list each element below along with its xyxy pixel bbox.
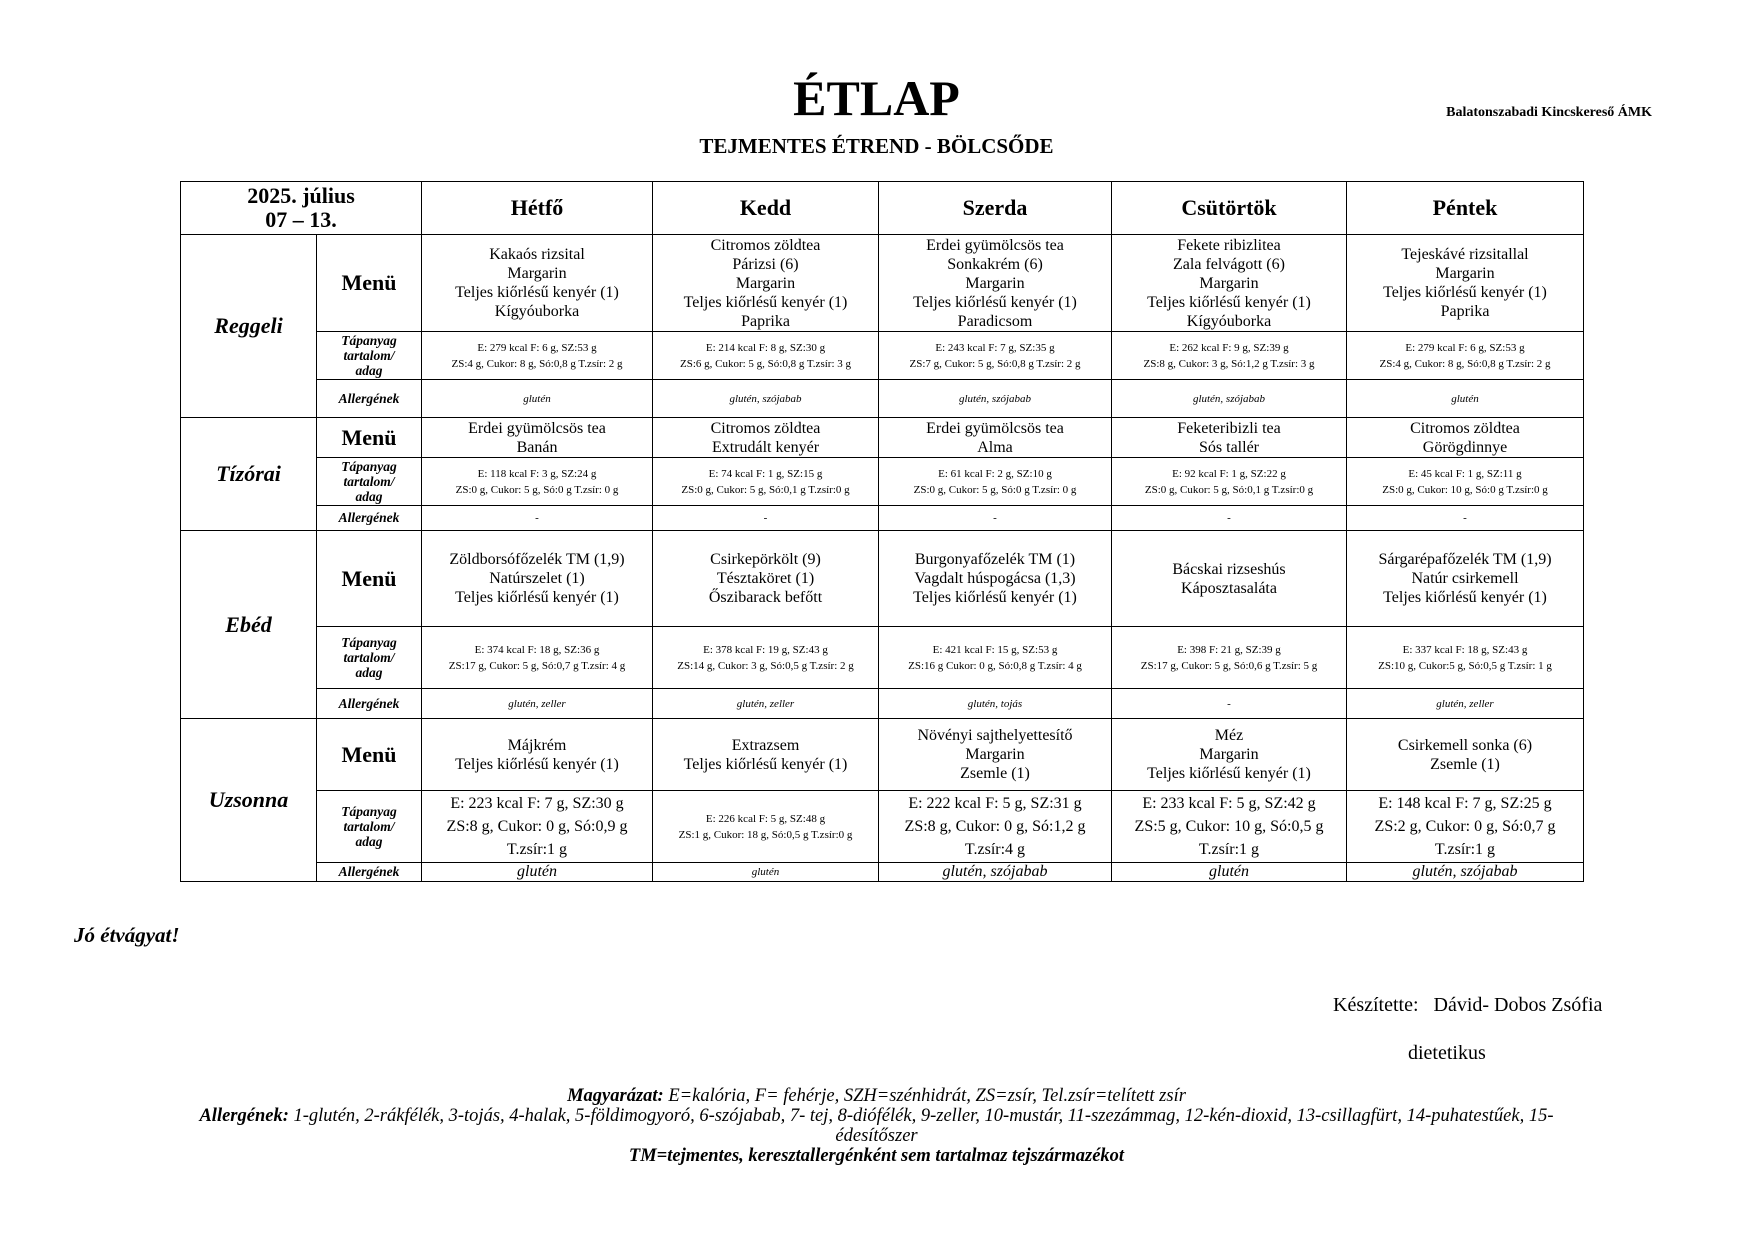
nutrition-line: ZS:17 g, Cukor: 5 g, Só:0,6 g T.zsír: 5 g (1140, 659, 1318, 672)
row-label-allergens: Allergének (317, 863, 422, 882)
menu-cell (1347, 235, 1584, 332)
nutrition-cell (422, 332, 653, 380)
allergen-cell: glutén (422, 380, 653, 418)
row-label-allergens: Allergének (317, 689, 422, 719)
nutrition-label-1: Tápanyag (341, 804, 397, 819)
menu-item: Görögdinnye (1422, 438, 1508, 456)
legend-text: E=kalória, F= fehérje, SZH=szénhidrát, ZS=zsír, Tel.zsír=telített zsír (663, 1086, 1186, 1106)
allergen-cell: - (1112, 689, 1347, 719)
menu-table (180, 181, 1584, 882)
menu-item: Margarin (1435, 265, 1495, 282)
menu-item: Extrazsem (731, 736, 800, 754)
nutrition-line: ZS:0 g, Cukor: 10 g, Só:0 g T.zsír:0 g (1382, 483, 1548, 496)
nutrition-line: E: 398 F: 21 g, SZ:39 g (1177, 643, 1281, 656)
menu-item: Citromos zöldtea (1410, 419, 1520, 437)
menu-item: Zöldborsófőzelék TM (1,9) (449, 551, 625, 568)
nutrition-cell (422, 627, 653, 689)
nutrition-line: ZS:10 g, Cukor:5 g, Só:0,5 g T.zsír: 1 g (1378, 659, 1552, 672)
nutrition-line: E: 421 kcal F: 15 g, SZ:53 g (932, 643, 1058, 656)
day-header-1: Kedd (653, 182, 879, 235)
nutrition-cell (653, 627, 879, 689)
allergen-cell: - (422, 506, 653, 531)
menu-item: Feketeribizli tea (1177, 419, 1281, 437)
allergens-legend-text: 1-glutén, 2-rákfélék, 3-tojás, 4-halak, 5-földimogyoró, 6-szójabab, 7- tej, 8-diófélék, 9-zeller, 10-mustár, 11-szezámmag, 12-kén-dioxid, 13-csillagfürt, 14-puhatestűek, 15- (288, 1106, 1554, 1126)
legend (100, 1086, 1653, 1166)
menu-item: Margarin (1199, 746, 1259, 763)
date-range-header (181, 182, 422, 235)
menu-item: Margarin (1199, 274, 1259, 292)
allergen-cell: glutén, zeller (1347, 689, 1584, 719)
nutrition-cell (653, 458, 879, 506)
menu-item: Sonkakrém (6) (947, 255, 1043, 273)
allergen-cell: glutén, szójabab (879, 380, 1112, 418)
menu-item: Kígyóuborka (1186, 312, 1272, 330)
menu-item: Őszibarack befőtt (708, 589, 823, 606)
menu-item: Margarin (965, 274, 1025, 292)
menu-item: Teljes kiőrlésű kenyér (1) (1147, 765, 1311, 782)
menu-item: Teljes kiőrlésű kenyér (1) (455, 284, 619, 301)
nutrition-line: T.zsír:1 g (506, 841, 568, 858)
nutrition-line: E: 378 kcal F: 19 g, SZ:43 g (703, 643, 828, 656)
tm-note: TM=tejmentes, keresztallergénként sem tartalmaz tejszármazékot (628, 1146, 1125, 1166)
menu-cell (879, 418, 1112, 458)
nutrition-line: T.zsír:4 g (964, 841, 1026, 858)
menu-cell (422, 531, 653, 627)
legend-abbreviations (100, 1086, 1653, 1106)
nutrition-line: ZS:2 g, Cukor: 0 g, Só:0,7 g (1374, 818, 1556, 835)
row-label-menu: Menü (317, 531, 422, 627)
date-line-1: 2025. július (247, 183, 355, 208)
row-label-nutrition (317, 458, 422, 506)
menu-item: Csirkepörkölt (9) (710, 551, 821, 568)
allergen-cell: glutén, tojás (879, 689, 1112, 719)
day-header-0: Hétfő (422, 182, 653, 235)
allergen-cell: glutén (422, 863, 653, 882)
menu-item: Margarin (735, 274, 796, 292)
date-line-2: 07 – 13. (265, 207, 337, 232)
allergen-cell: - (879, 506, 1112, 531)
menu-item: Fekete ribizlitea (1177, 236, 1281, 254)
menu-item: Zala felvágott (6) (1173, 255, 1285, 273)
allergen-cell: glutén, szójabab (1112, 380, 1347, 418)
menu-item: Paprika (1440, 303, 1490, 320)
nutrition-line: T.zsír:1 g (1434, 841, 1496, 858)
menu-item: Kígyóuborka (494, 303, 580, 320)
menu-item: Erdei gyümölcsös tea (926, 419, 1064, 437)
menu-item: Citromos zöldtea (710, 419, 821, 437)
nutrition-cell (422, 791, 653, 863)
menu-item: Banán (516, 438, 558, 456)
allergen-cell: glutén, szójabab (653, 380, 879, 418)
menu-item: Vagdalt húspogácsa (1,3) (914, 570, 1076, 587)
menu-item: Csirkemell sonka (6) (1397, 736, 1533, 754)
menu-item: Teljes kiőrlésű kenyér (1) (683, 755, 848, 773)
menu-item: Zsemle (1) (1430, 755, 1500, 773)
nutrition-line: E: 222 kcal F: 5 g, SZ:31 g (908, 795, 1082, 812)
nutrition-line: ZS:14 g, Cukor: 3 g, Só:0,5 g T.zsír: 2 g (677, 659, 854, 672)
nutrition-label-3: adag (355, 489, 383, 504)
allergen-cell: - (1112, 506, 1347, 531)
nutrition-label-2: tartalom/ (343, 650, 395, 665)
allergen-cell: glutén, szójabab (1347, 863, 1584, 882)
menu-item: Bácskai rizseshús (1172, 560, 1286, 578)
nutrition-cell (1112, 791, 1347, 863)
menu-item: Tejeskávé rizsitallal (1401, 246, 1529, 263)
nutrition-cell (653, 332, 879, 380)
menu-item: Teljes kiőrlésű kenyér (1) (913, 293, 1077, 311)
nutrition-cell (1112, 458, 1347, 506)
nutrition-label-3: adag (355, 363, 383, 378)
nutrition-label-1: Tápanyag (341, 333, 397, 348)
nutrition-line: ZS:4 g, Cukor: 8 g, Só:0,8 g T.zsír: 2 g (451, 357, 623, 370)
menu-cell (422, 418, 653, 458)
row-label-allergens: Allergének (317, 506, 422, 531)
nutrition-label-3: adag (355, 834, 383, 849)
menu-item: Növényi sajthelyettesítő (917, 727, 1073, 744)
allergens-legend-text-cont: édesítőszer (835, 1126, 918, 1146)
menu-item: Teljes kiőrlésű kenyér (1) (455, 755, 619, 773)
menu-cell (422, 235, 653, 332)
menu-cell (653, 235, 879, 332)
nutrition-line: ZS:8 g, Cukor: 3 g, Só:1,2 g T.zsír: 3 g (1143, 357, 1315, 370)
menu-item: Burgonyafőzelék TM (1) (914, 551, 1076, 568)
menu-item: Teljes kiőrlésű kenyér (1) (1147, 293, 1311, 311)
allergens-legend-label: Allergének: (199, 1106, 289, 1126)
menu-item: Natúr csirkemell (1411, 570, 1519, 587)
menu-cell (422, 719, 653, 791)
nutrition-line: ZS:5 g, Cukor: 10 g, Só:0,5 g (1134, 818, 1324, 835)
nutrition-cell (879, 458, 1112, 506)
menu-item: Margarin (965, 746, 1025, 763)
nutrition-line: ZS:0 g, Cukor: 5 g, Só:0 g T.zsír: 0 g (455, 483, 619, 496)
menu-item: Margarin (507, 265, 567, 282)
nutrition-line: E: 262 kcal F: 9 g, SZ:39 g (1169, 341, 1289, 354)
nutrition-line: E: 374 kcal F: 18 g, SZ:36 g (474, 643, 600, 656)
row-label-allergens: Allergének (317, 380, 422, 418)
nutrition-line: ZS:0 g, Cukor: 5 g, Só:0 g T.zsír: 0 g (913, 483, 1077, 496)
menu-item: Kakaós rizsital (489, 246, 585, 263)
nutrition-label-2: tartalom/ (343, 474, 395, 489)
row-label-menu: Menü (317, 235, 422, 332)
menu-item: Zsemle (1) (960, 765, 1030, 782)
day-header-2: Szerda (879, 182, 1112, 235)
prepared-by-role: dietetikus (1408, 1042, 1486, 1064)
nutrition-line: ZS:16 g Cukor: 0 g, Só:0,8 g T.zsír: 4 g (908, 659, 1082, 672)
menu-cell (1112, 418, 1347, 458)
allergen-cell: - (1347, 506, 1584, 531)
menu-item: Alma (977, 438, 1013, 456)
menu-item: Méz (1214, 727, 1244, 744)
menu-cell (879, 531, 1112, 627)
menu-cell (1112, 531, 1347, 627)
allergen-cell: glutén (653, 863, 879, 882)
meal-name-3: Uzsonna (181, 719, 317, 882)
menu-item: Sárgarépafőzelék TM (1,9) (1378, 551, 1552, 568)
menu-item: Sós tallér (1199, 438, 1259, 456)
nutrition-label-3: adag (355, 665, 383, 680)
nutrition-line: E: 223 kcal F: 7 g, SZ:30 g (450, 795, 624, 812)
legend-label: Magyarázat: (567, 1086, 664, 1106)
menu-item: Erdei gyümölcsös tea (468, 419, 606, 437)
nutrition-cell (1347, 791, 1584, 863)
menu-item: Paprika (741, 312, 790, 330)
menu-item: Natúrszelet (1) (489, 570, 585, 587)
nutrition-line: ZS:17 g, Cukor: 5 g, Só:0,7 g T.zsír: 4 g (448, 659, 626, 672)
nutrition-line: E: 61 kcal F: 2 g, SZ:10 g (938, 467, 1052, 480)
meal-name-1: Tízórai (181, 418, 317, 531)
nutrition-cell (653, 791, 879, 863)
nutrition-line: ZS:1 g, Cukor: 18 g, Só:0,5 g T.zsír:0 g (678, 828, 853, 841)
nutrition-line: E: 148 kcal F: 7 g, SZ:25 g (1378, 795, 1552, 812)
meal-name-0: Reggeli (181, 235, 317, 418)
nutrition-line: E: 214 kcal F: 8 g, SZ:30 g (705, 341, 826, 354)
prepared-by: Készítette: Dávid- Dobos Zsófia (1333, 994, 1603, 1016)
allergen-cell: glutén, zeller (653, 689, 879, 719)
nutrition-line: T.zsír:1 g (1198, 841, 1260, 858)
menu-cell (653, 719, 879, 791)
nutrition-line: E: 118 kcal F: 3 g, SZ:24 g (477, 467, 597, 480)
nutrition-line: E: 74 kcal F: 1 g, SZ:15 g (708, 467, 823, 480)
day-header-4: Péntek (1347, 182, 1584, 235)
nutrition-cell (1112, 332, 1347, 380)
row-label-menu: Menü (317, 719, 422, 791)
menu-cell (653, 531, 879, 627)
menu-item: Teljes kiőrlésű kenyér (1) (913, 589, 1077, 606)
nutrition-line: ZS:6 g, Cukor: 5 g, Só:0,8 g T.zsír: 3 g (679, 357, 851, 370)
nutrition-line: E: 337 kcal F: 18 g, SZ:43 g (1402, 643, 1528, 656)
menu-cell (879, 235, 1112, 332)
menu-cell (1347, 531, 1584, 627)
nutrition-label-1: Tápanyag (341, 459, 397, 474)
row-label-nutrition (317, 791, 422, 863)
nutrition-line: E: 226 kcal F: 5 g, SZ:48 g (705, 812, 826, 825)
menu-cell (1347, 719, 1584, 791)
nutrition-line: ZS:4 g, Cukor: 8 g, Só:0,8 g T.zsír: 2 g (1379, 357, 1551, 370)
menu-item: Tésztaköret (1) (716, 570, 815, 587)
nutrition-cell (879, 627, 1112, 689)
legend-allergens (100, 1106, 1653, 1126)
nutrition-label-2: tartalom/ (343, 348, 395, 363)
nutrition-line: ZS:0 g, Cukor: 5 g, Só:0,1 g T.zsír:0 g (1144, 483, 1314, 496)
row-label-nutrition (317, 332, 422, 380)
page-title: ÉTLAP (793, 70, 960, 126)
nutrition-label-2: tartalom/ (343, 819, 395, 834)
nutrition-cell (879, 791, 1112, 863)
row-label-menu: Menü (317, 418, 422, 458)
menu-item: Teljes kiőrlésű kenyér (1) (1383, 284, 1547, 301)
nutrition-cell (1347, 332, 1584, 380)
nutrition-line: ZS:0 g, Cukor: 5 g, Só:0,1 g T.zsír:0 g (681, 483, 850, 496)
nutrition-cell (1347, 458, 1584, 506)
nutrition-line: E: 279 kcal F: 6 g, SZ:53 g (477, 341, 597, 354)
allergen-cell: - (653, 506, 879, 531)
menu-cell (1112, 719, 1347, 791)
menu-cell (1112, 235, 1347, 332)
menu-item: Teljes kiőrlésű kenyér (1) (683, 293, 848, 311)
menu-item: Extrudált kenyér (711, 438, 820, 456)
row-label-nutrition (317, 627, 422, 689)
menu-cell (653, 418, 879, 458)
institution-name: Balatonszabadi Kincskereső ÁMK (1446, 105, 1652, 120)
menu-item: Teljes kiőrlésű kenyér (1) (455, 589, 619, 606)
meal-name-2: Ebéd (181, 531, 317, 719)
nutrition-cell (1112, 627, 1347, 689)
allergen-cell: glutén, szójabab (879, 863, 1112, 882)
menu-item: Májkrém (507, 736, 567, 754)
menu-item: Paradicsom (957, 312, 1033, 330)
menu-item: Párizsi (6) (732, 255, 799, 273)
nutrition-cell (879, 332, 1112, 380)
menu-item: Citromos zöldtea (710, 236, 821, 254)
day-header-3: Csütörtök (1112, 182, 1347, 235)
nutrition-line: E: 243 kcal F: 7 g, SZ:35 g (935, 341, 1055, 354)
nutrition-line: E: 279 kcal F: 6 g, SZ:53 g (1405, 341, 1525, 354)
nutrition-line: ZS:7 g, Cukor: 5 g, Só:0,8 g T.zsír: 2 g (909, 357, 1081, 370)
allergen-cell: glutén (1112, 863, 1347, 882)
menu-item: Káposztasaláta (1181, 579, 1277, 597)
nutrition-line: ZS:8 g, Cukor: 0 g, Só:0,9 g (446, 818, 628, 835)
nutrition-label-1: Tápanyag (341, 635, 397, 650)
nutrition-line: E: 233 kcal F: 5 g, SZ:42 g (1142, 795, 1316, 812)
nutrition-line: E: 92 kcal F: 1 g, SZ:22 g (1172, 467, 1286, 480)
allergen-cell: glutén, zeller (422, 689, 653, 719)
bon-appetit-text: Jó étvágyat! (74, 923, 180, 947)
nutrition-line: ZS:8 g, Cukor: 0 g, Só:1,2 g (904, 818, 1086, 835)
allergen-cell: glutén (1347, 380, 1584, 418)
menu-cell (1347, 418, 1584, 458)
nutrition-line: E: 45 kcal F: 1 g, SZ:11 g (1408, 467, 1522, 480)
menu-item: Erdei gyümölcsös tea (926, 236, 1064, 254)
nutrition-cell (422, 458, 653, 506)
menu-cell (879, 719, 1112, 791)
menu-item: Teljes kiőrlésű kenyér (1) (1383, 589, 1547, 606)
page-subtitle: TEJMENTES ÉTREND - BÖLCSŐDE (699, 134, 1054, 158)
nutrition-cell (1347, 627, 1584, 689)
